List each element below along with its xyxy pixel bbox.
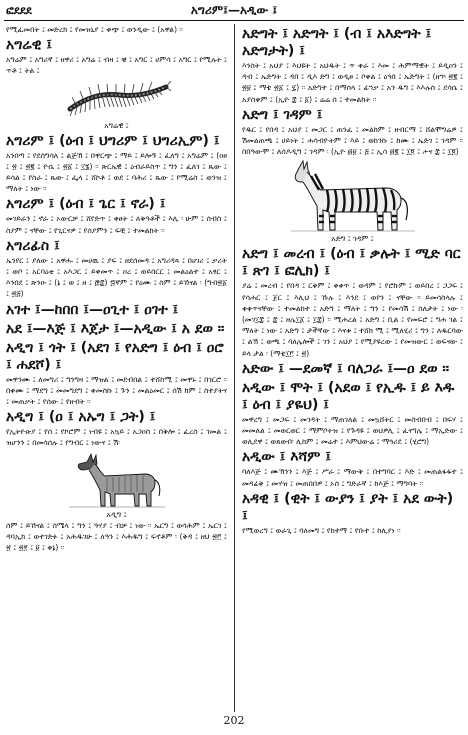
entry-definition: ሰም ፤ ይኸናል ፤ ስሜላ ፤ ግን ፤ ዓሃያ ፤ ብቻ ፤ ነው ፡፡ ኤርግ ፤ ወሳሕም ፤ ኤርገ ፤ ዳባኢክ ፤ ወተገድፉ ፤ አሕዱገሁ ፤ ለዓን ፤ እሕዱግ ፤ ፍኖቶም ፡ (ቅዳ ፤ ዘህ ፳፫ ፤ ፳ ፤ ፳፻ ፤ ፱ ፤ ቀኔ) ፡፡ xyxy=(6,520,227,553)
figure-caption: አዲግ ፤ xyxy=(106,509,127,519)
entry-headword: አዳዊ ፤ (ዊት ፤ ውያን ፤ ያት ፤ አደ ውት) ፤ xyxy=(242,490,454,524)
entry-definition: መዋንሙ ፤ ለመግሪ ፤ ግንግዛ ፤ ማዝል ፤ መደብበል ፤ ተሸከሚ ፤ መዋኑ ፤ በገርሮ ፡፡ በቀሙ ፤ ማደግ ፤ መመግደግ ፤ ቀመስኩ ፤ ጉን ፤ መልዕመር ፤ ሰሽ ክም ፤ ስተያትና ፤ መጠቃት ፤ የሰው ፤ የዘብት ፡፡ xyxy=(6,374,227,407)
entry-headword: አግሪም ፤ (ዕብ ፤ ህግሪም ፤ ህግሪኢም) ፤ xyxy=(6,132,220,149)
centipede-illustration xyxy=(62,79,172,121)
entry-headword: አግሬዊ ፤ xyxy=(6,37,53,54)
entry-definition: እንስት ፤ አህያ ፤ እህዩት ፤ አህዱት ፤ ጥ ቀራ ፤ እመ ፤ ሕምማዊት ፤ ይዲዐን ፤ ዳብ ፤ ኤድግት ፤ ዳበ ፤ ዲእ ድግ ፤ ወዲፀ ፤ ቦቀል ፤ ዕጓበ ፤ ኤድግት ፤ (ዘኍ ፳፪ ፤ ፳፱ ፤ ማቴ ፳፩ ፤ ፯) ፡፡ አድግተ ፤ በማሰላ ፤ ፊኀቃ ፤ አን ዱግ ፤ እእሉስ ፤ ደሳሴ ፤ አያስቀም ፤ (ኢዮ ፰ ፤ ፩) ፤ ሬሬ ስ ፤ ተመልከት ፡፡ xyxy=(242,61,463,104)
entry-definition: የሚወረግ ፤ ወራጊ ፤ ባለመግ ፤ የከተማ ፤ የቡተ ፤ ከሊያነ ፡፡ xyxy=(242,525,401,535)
entry-definition: ኤንየር ፤ ያለው ፤ አዋሑ ፤ መሀዉ ፤ ያፍ ፤ ዘደሰመዳ ፤ አግሪዳጻ ፤ በሀገሪ ፤ ቃሪት ፤ ወቦ ፤ አርባዕቲ ፤ አእጋር ፤ ይቀመጥ ፤ ዐረ ፤ ወይበርር ፤ መልዕልተ ፤ አፃር ፤ እንበደ ፤ ጽንዑ ፤ (ኔ ፤ ወ ፤ ዘ ፤ ፸፰) ፷ኛም ፤ የዕሙ ፤ ስም ፤ ይኸናል ፡ (ግብ፳፩ ፤ ፳፭) xyxy=(6,255,227,299)
entry-headword: አድግ ፤ ገዳም ፤ xyxy=(242,106,323,123)
figure-caption: አግሬዊ ፤ xyxy=(104,120,129,130)
left-column xyxy=(6,24,227,553)
entry-definition: ባለእጅ ፤ ሙኽንን ፤ እጅ ፤ ሥራ ፤ ማውቅ ፤ በተግባር ፤ እድ ፤ መጠልፋፋተ ፤ መዳፊቅ ፤ መሃዝ ፤ መጠበበዎ ፤ ኦስ ፤ ግድራኛ ፤ ከእጅ ፤ ማግባት ፡፡ xyxy=(242,467,463,488)
entry-definition: መዋረግ ፤ መጋፍ ፤ መገዳት ፤ ማጠገለል ፤ መኳሸትር ፤ መስብበብ ፤ በፍሃ ፤ መመለል ፤ መወርወር ፤ ማምቦትዝ ፤ የጉዳዩ ፤ ወህዎሊ ፤ ፈናግሌ ፤ ማኢድው ፤ ወሊደዋ ፤ ወጸወብ፡ ሊከም ፤ መሬተ ፤ እምህውሬ ፤ ማጓሪደ ፤ (ሂሮግ) xyxy=(242,414,463,447)
column-divider xyxy=(234,24,235,712)
header-guide-words: አግሪም፤—አዲው ፤ xyxy=(190,3,278,17)
entry-headword: አዲው ፤ ሞት ፤ (አደወ ፤ የኢዱ ፤ ይ እዱ ፤ ዕብ ፤ ያዬህ) ፤ xyxy=(242,379,455,413)
running-header xyxy=(0,0,468,22)
donkey-figure xyxy=(6,452,227,520)
page-number: 202 xyxy=(223,714,245,727)
entry-definition: መገይራን ፤ ኖራ ፤ ኦውርቻ ፤ ሸየድጥ ፤ ቀፀት ፤ ለቅዓቶች ፤ እሊ ፡ ሁም ፤ ሰብስ ፤ ስያም ፤ ናቸው ፤ የጊርናዎ ፤ የሰያምን ፤ ፍቺ ፤ ተመልከት ፡፡ xyxy=(6,214,227,235)
entry-headword: አድው ፤ —ደመኛ ፤ ባለጋራ ፤—ዐ ደወ ፡፡ xyxy=(242,360,450,377)
right-column xyxy=(242,24,463,536)
continued-text: የሚፈመበት ፤ መድረክ ፤ የመዝኒያ ፤ ቀጭ ፤ ወንዲው ፤ (አዋል) ፡፡ xyxy=(6,25,183,34)
entry-definition: ያሬ ፤ መረብ ፤ የበዳ ፤ ርቅም ፤ ቀቀጥ ፤ ወዳም ፤ የሮኩም ፤ ወይበረ ፤ ጋጋፍ ፤ የሳሐር ፤ ጀር ፤ እሊህ ፤ ኹሉ ፤ እንደ ፤ ወየን ፤ ናቸው ፡፡ ይመሳስላሉ ፤ ቀቀጥናቸው ፤ ተመልከተ ፤ አድግ ፤ ማለት ፤ ግን ፤ የመሳሽ ፤ ስለታት ፤ ነው ፡ (መገ፲፰ ፤ ፰ ፤ ዘሌ፲፩ ፤ ፲፰) ፡፡ ሚሐረል ፤ አድግ ፤ ቢል ፤ የመፍሮ ፤ ግሐ ገል ፤ ማለት ፤ ነው ፤ አድግ ፤ ታችኛው ፤ እናቱ ፤ ተሸክ ሚ ፤ ሚለሂሪ ፤ ግን ፤ ለዱርባው ፤ ልኽ ፤ ወጫ ፤ ባለሌሎች ፤ ገን ፤ አህያ ፤ የሚያዩረው ፤ የመዝውር ፤ ወፍናው ፤ ይላ ታል ፡ (ማቴ፲፫ ፤ ፳) xyxy=(242,281,463,358)
entry-headword: አዲግ ፤ (ዐ ፤ አኡግ ፤ ጋት) ፤ xyxy=(6,409,156,426)
entry-definition: የኢትዮጵያ ፤ የሰ ፤ የኮሮም ፤ ነብዩ ፤ አኳይ ፤ አጋዐስ ፤ በቅሎ ፤ ፈረስ ፤ ገመል ፤ ዝሆንን ፤ በመሳሰሉ ፤ የግብር ፤ ነውና ፤ ሽ፡ xyxy=(6,427,227,448)
entry-definition: የዱር ፤ የበዳ ፤ አህያ ፤ መጋር ፤ ጠንፈ ፤ መልክም ፤ ዘብርማ ፤ ሸልሞግሬዎ ፤ ሽመልጠጫ ፤ ሀይነት ፤ ሐሳብዮትም ፤ እይ ፤ ወከንኩ ፤ ከሙ ፤ ኤድገ ፤ ገዳም ፡፡ በበዓውሞ ፤ ለሰዶዲግ ፤ ገዳም ፡ (ኢዮ ፴፱ ፤ ፭ ፤ ኢሳ ፴፪ ፤ ፲፬ ፤ ሖና ፰ ፤ ፲፬) xyxy=(242,124,463,157)
zebra-illustration xyxy=(291,160,415,234)
entry-headword: አገተ ፤—ከበበ ፤—ዐጊተ ፤ ዐገተ ፤ xyxy=(6,301,179,318)
donkey-illustration xyxy=(69,452,165,510)
header-left-marker: ፎደደደ xyxy=(6,4,32,17)
figure-caption: አድግ ፤ ገዳም ፤ xyxy=(331,234,374,244)
entry-headword: አዲው ፤ እሻም ፤ xyxy=(242,449,331,466)
entry-headword: አድግ ፤ መረብ ፤ (ዕብ ፤ ቃሉት ፤ ሚድ ባር ፤ ጽገ ፤ ፎሊክ) ፤ xyxy=(242,246,461,280)
entry-headword: አድግት ፤ አድግት ፤ (ብ ፤ አእድግት ፤ አድግታት) ፤ xyxy=(242,26,432,59)
entry-headword: አደ ፤—እጅ ፤ እጀታ ፤—አዲው ፤ አ ደወ ፡፡ xyxy=(6,320,225,337)
centipede-figure xyxy=(6,79,227,131)
entry-headword: አግሪም ፤ (ዕብ ፤ ጌር ፤ ኖራ) ፤ xyxy=(6,196,166,213)
zebra-figure xyxy=(242,160,463,244)
entry-definition: አንበጣ ፤ የደስግሳለ ፤ ልጅኽ ፤ በዋርጭ ፤ ማይ ፤ ይሎኝ ፤ ፈለግ ፤ አግሬም ፤ (ዐፀ ፤ ፳ ፤ ፳፪ ፤ ዮሴ ፤ ፳፩ ፤ ፲፮) ፡፡ ጽርኤዊ ፤ ዕብራይስጥ ፤ ግን ፤ ፈለገ ፤ ጼው ፤ ይሳል ፤ የስራ ፤ ጼው ፤ ፌላ ፤ ሸኮቶ ፤ ወደ ፤ ባሕሪ ፤ ጼው ፤ የሚሬስ ፤ ወንዝ ፤ ማለት ፤ ነው ፡፡ xyxy=(6,150,227,194)
entry-definition: አግሬም ፤ አግሪኛ ፤ ዘዋሪ ፤ አግሬ ፤ ብዛ ፤ ቼ ፤ አግር ፤ ሀምሳ ፤ አግር ፤ የሚሉት ፤ ጥቶ ፤ ትል ፤ xyxy=(6,55,227,76)
header-rule xyxy=(4,20,464,21)
entry-headword: አግሪፊስ ፤ xyxy=(6,237,60,254)
entry-headword: አዲግ ፤ ጎት ፤ (አደገ ፤ የአድግ ፤ ዕብ ፤ ዐሮ ፤ ሐደሾ) ፤ xyxy=(6,339,224,373)
